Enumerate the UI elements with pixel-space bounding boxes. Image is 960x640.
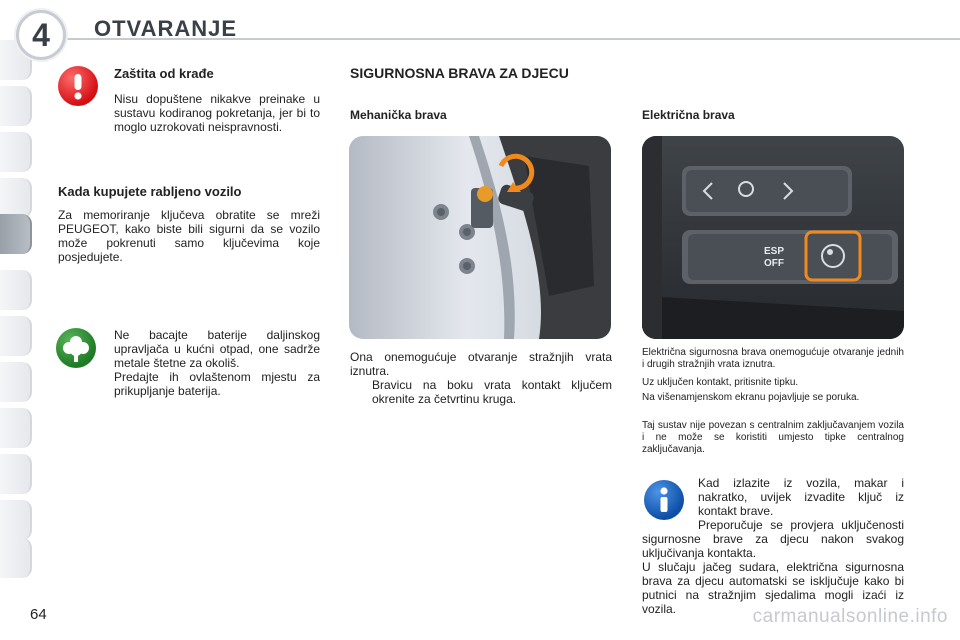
info-text: Kad izlazite iz vozila, makar i nakratko, uvijek izvadite ključ iz kontakt brave. — [698, 476, 904, 518]
electric-lock-photo — [642, 136, 904, 339]
chapter-tab-active[interactable] — [0, 214, 32, 254]
chapter-tab[interactable] — [0, 178, 32, 218]
theft-text: Nisu dopuštene nikakve preinake u sustavu kodiranog pokretanja, jer bi to moglo uzrokovati neispravnosti. — [114, 92, 320, 134]
chapter-number: 4 — [16, 10, 66, 60]
chapter-tab[interactable] — [0, 408, 32, 448]
used-car-heading: Kada kupujete rabljeno vozilo — [58, 184, 242, 199]
electric-lock-text-3: Na višenamjenskom ekranu pojavljuje se poruka. — [642, 392, 860, 403]
info-text-3: U slučaju jačeg sudara, električna sigurnosna brava za djecu automatski se isključuje kako bi putnici na stražnjim sjedalima mogli izaći iz vozila. — [642, 560, 904, 616]
info-text-2: Preporučuje se provjera uključenosti sigurnosne brave za djecu nakon svakog uključivanja kontakta. — [642, 518, 904, 560]
environment-text: Ne bacajte baterije daljinskog upravljača u kućni otpad, one sadrže metale štetne za okoliš. — [114, 328, 320, 370]
electric-lock-text-2: Uz uključen kontakt, pritisnite tipku. — [642, 377, 799, 388]
chapter-tab[interactable] — [0, 362, 32, 402]
mechanical-lock-heading: Mehanička brava — [350, 108, 447, 122]
used-car-text: Za memoriranje ključeva obratite se mreži PEUGEOT, kako biste bili sigurni da se vozilo može pokrenuti samo ključevima koje posjedujete. — [58, 208, 320, 264]
electric-lock-text-4: Taj sustav nije povezan s centralnim zaključavanjem vozila i ne može se koristiti umjesto tipke centralnog zaključavanja. — [642, 420, 904, 455]
chapter-tab-strip — [0, 30, 36, 578]
child-lock-heading: SIGURNOSNA BRAVA ZA DJECU — [350, 65, 569, 81]
theft-heading: Zaštita od krađe — [114, 66, 214, 81]
mechanical-lock-bullet: Bravicu na boku vrata kontakt ključem okrenite za četvrtinu kruga. — [372, 378, 612, 406]
esp-label-2: OFF — [764, 258, 784, 269]
chapter-tab[interactable] — [0, 454, 32, 494]
mechanical-lock-text: Ona onemogućuje otvaranje stražnjih vrata iznutra. — [350, 350, 612, 378]
chapter-tab[interactable] — [0, 538, 32, 578]
chapter-tab[interactable] — [0, 316, 32, 356]
chapter-tab[interactable] — [0, 270, 32, 310]
page-title: OTVARANJE — [94, 16, 238, 41]
electric-lock-text: Električna sigurnosna brava onemogućuje otvaranje jednih i drugih stražnjih vrata iznutra. — [642, 347, 904, 370]
chapter-tab[interactable] — [0, 86, 32, 126]
electric-lock-heading: Električna brava — [642, 108, 735, 122]
chapter-tab[interactable] — [0, 500, 32, 540]
page-number: 64 — [30, 606, 47, 623]
watermark: carmanualsonline.info — [752, 606, 948, 627]
environment-text-2: Predajte ih ovlaštenom mjestu za prikupljanje baterija. — [114, 370, 320, 398]
mechanical-lock-photo — [349, 136, 611, 339]
chapter-tab[interactable] — [0, 132, 32, 172]
esp-label-1: ESP — [764, 246, 785, 257]
tree-icon — [56, 328, 96, 368]
info-icon — [644, 480, 684, 520]
exclamation-icon — [58, 66, 98, 106]
